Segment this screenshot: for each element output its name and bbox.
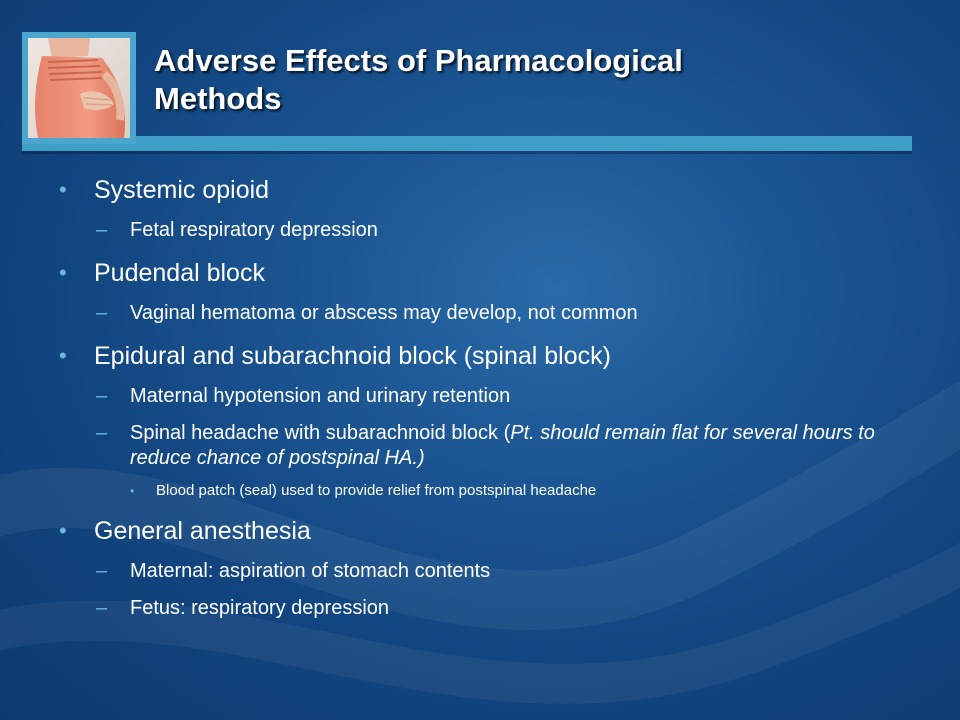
sub-bullet-item [56, 384, 906, 409]
sub-bullet-text-italic: Pt. should remain flat for several hours to reduce chance of postspinal HA.) [130, 422, 875, 469]
sub-sub-bullet-item [56, 481, 906, 501]
bullet-dot-icon: • [59, 177, 67, 202]
sub-bullet-text: Fetus: respiratory depression [130, 597, 390, 619]
page-title [154, 42, 874, 118]
bullet-item [56, 515, 906, 547]
bullet-list [56, 174, 906, 621]
sub-bullet-text-normal: Spinal headache with subarachnoid block ( [130, 422, 511, 444]
sub-bullet-item [56, 218, 906, 243]
sub-bullet-item [56, 301, 906, 326]
dash-bullet-icon: – [96, 597, 108, 619]
dash-bullet-icon: – [96, 302, 108, 324]
photo-frame [22, 32, 136, 144]
dash-bullet-icon: – [96, 422, 108, 444]
bullet-text: Pudendal block [94, 259, 265, 287]
bullet-item [56, 340, 906, 372]
title-bar-shadow [22, 151, 912, 154]
pregnant-woman-photo-icon [28, 38, 130, 138]
sub-bullet-item [56, 559, 906, 584]
bullet-item [56, 257, 906, 289]
dash-bullet-icon: – [96, 219, 108, 241]
title-line-2: Methods [154, 81, 282, 116]
bullet-text: General anesthesia [94, 517, 311, 545]
bullet-dot-icon: • [59, 518, 67, 543]
title-accent-bar [22, 136, 912, 151]
bullet-item [56, 174, 906, 206]
sub-bullet-text: Maternal hypotension and urinary retention [130, 385, 511, 407]
sub-bullet-text: Maternal: aspiration of stomach contents [130, 560, 491, 582]
sub-bullet-text: Vaginal hematoma or abscess may develop, not common [130, 302, 638, 324]
bullet-dot-icon: • [59, 343, 67, 368]
bullet-dot-icon: • [59, 260, 67, 285]
dash-bullet-icon: – [96, 385, 108, 407]
sub-sub-bullet-text: Blood patch (seal) used to provide relief from postspinal headache [156, 482, 597, 499]
sub-bullet-text: Fetal respiratory depression [130, 219, 378, 241]
bullet-text: Systemic opioid [94, 176, 270, 204]
sub-bullet-item [56, 596, 906, 621]
sub-bullet-item [56, 421, 906, 471]
dash-bullet-icon: – [96, 560, 108, 582]
bullet-dot-icon: • [130, 484, 135, 498]
bullet-text: Epidural and subarachnoid block (spinal block) [94, 342, 611, 370]
title-line-1: Adverse Effects of Pharmacological [154, 43, 683, 78]
